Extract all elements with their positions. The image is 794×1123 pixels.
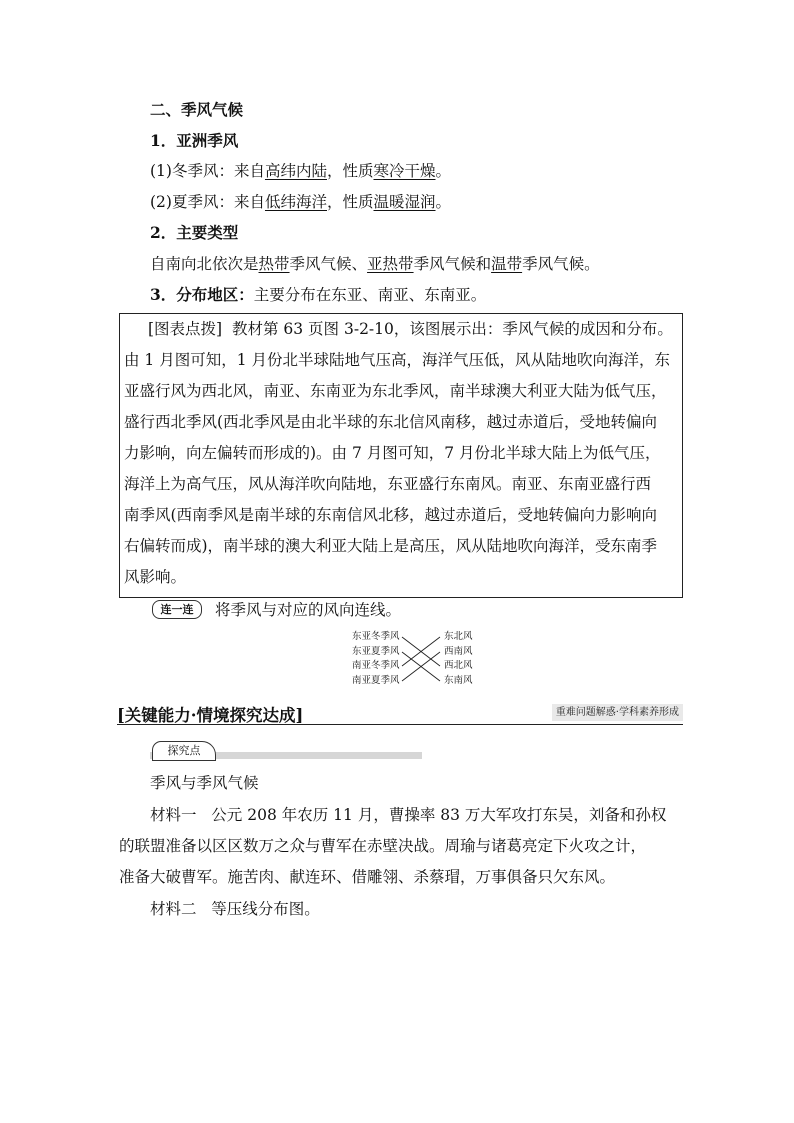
text: 。: [435, 193, 452, 211]
text: ，性质: [326, 193, 374, 211]
explore-topic: 季风与季风气候: [150, 774, 259, 792]
chart-tips-box: [119, 313, 683, 598]
subheading-distribution: 3．分布地区：: [150, 285, 254, 304]
text: 季风气候和: [413, 255, 492, 273]
box-line: 亚盛行风为西北风，南亚、东南亚为东北季风，南半球澳大利亚大陆为低气压，: [124, 382, 667, 400]
distribution-line: [150, 285, 486, 305]
subheading-main-types: 2．主要类型: [150, 223, 239, 242]
text: 主要分布在东亚、南亚、东南亚。: [253, 286, 487, 304]
material-two-line: [150, 899, 320, 919]
match-right-item: 东北风: [444, 631, 473, 642]
text: (1)冬季风：来自: [150, 162, 265, 180]
match-right-item: 东南风: [444, 674, 473, 686]
material-label: 材料二: [150, 900, 197, 918]
text: 季风气候、: [289, 255, 368, 273]
winter-monsoon-line: [150, 161, 451, 181]
underlined-text: 低纬海洋: [264, 193, 327, 211]
box-label: [图表点拨]: [148, 320, 223, 338]
text: 自南向北依次是: [150, 255, 259, 273]
text: 教材第 63 页图 3-2-10，该图展示出：季风气候的成因和分布。: [231, 320, 673, 338]
box-line: 右偏转而成)，南半球的澳大利亚大陆上是高压，风从陆地吹向海洋，受东南季: [124, 537, 658, 555]
text: 等压线分布图。: [211, 900, 320, 918]
match-left-item: 南亚冬季风: [352, 660, 400, 671]
underlined-text: 高纬内陆: [264, 162, 327, 180]
material-label: 材料一: [150, 806, 197, 824]
explore-pill: 探究点: [152, 741, 216, 761]
match-right-item: 西南风: [444, 645, 473, 657]
box-line: 南季风(西南季风是南半球的东南信风北移，越过赤道后，受地转偏向力影响向: [124, 506, 658, 524]
box-line: [120, 319, 680, 339]
underlined-text: 寒冷干燥: [373, 162, 436, 180]
key-ability-tag: 重难问题解惑·学科素养形成: [552, 704, 683, 721]
box-line: 风影响。: [124, 568, 187, 586]
text: (2)夏季风：来自: [150, 193, 265, 211]
box-line: 盛行西北季风(西北季风是由北半球的东北信风南移，越过赤道后，受地转偏向: [124, 413, 658, 431]
box-line: 力影响，向左偏转而形成的)。由 7 月图可知，7 月份北半球大陆上为低气压，: [124, 444, 661, 462]
section-heading: 二、季风气候: [150, 100, 244, 119]
box-line: 由 1 月图可知，1 月份北半球陆地气压高，海洋气压低，风从陆地吹向海洋，东: [124, 351, 671, 369]
explore-point-banner: [150, 738, 422, 760]
match-left-item: 南亚夏季风: [352, 674, 400, 686]
material-one-line: [150, 805, 666, 825]
underlined-text: 热带: [258, 255, 290, 273]
match-right-column: [444, 630, 473, 688]
text: ，性质: [326, 162, 374, 180]
match-left-item: 东亚冬季风: [352, 631, 400, 642]
key-ability-title: [关键能力·情境探究达成]: [117, 706, 304, 725]
underlined-text: 温带: [491, 255, 523, 273]
match-right-item: 西北风: [444, 660, 473, 671]
match-left-item: 东亚夏季风: [352, 645, 400, 657]
summer-monsoon-line: [150, 192, 451, 212]
matching-diagram: [352, 630, 482, 688]
key-ability-header: [117, 702, 683, 725]
box-line: 海洋上为高气压，风从海洋吹向陆地，东亚盛行东南风。南亚、东南亚盛行西: [124, 475, 652, 493]
material-one-line: 准备大破曹军。施苦肉、献连环、借雕翎、杀蔡瑁，万事俱备只欠东风。: [119, 868, 616, 886]
underlined-text: 温暖湿润: [373, 193, 436, 211]
text: 。: [435, 162, 452, 180]
text: 季风气候。: [522, 255, 600, 273]
text: 公元 208 年农历 11 月，曹操率 83 万大军攻打东吴，刘备和孙权: [211, 806, 667, 824]
types-line: [150, 254, 600, 274]
connect-badge: 连一连: [152, 600, 202, 619]
underlined-text: 亚热带: [367, 255, 414, 273]
subheading-asian-monsoon: 1．亚洲季风: [150, 131, 239, 150]
connect-instruction: 将季风与对应的风向连线。: [215, 601, 402, 619]
material-one-line: 的联盟准备以区区数万之众与曹军在赤壁决战。周瑜与诸葛亮定下火攻之计，: [119, 837, 647, 855]
